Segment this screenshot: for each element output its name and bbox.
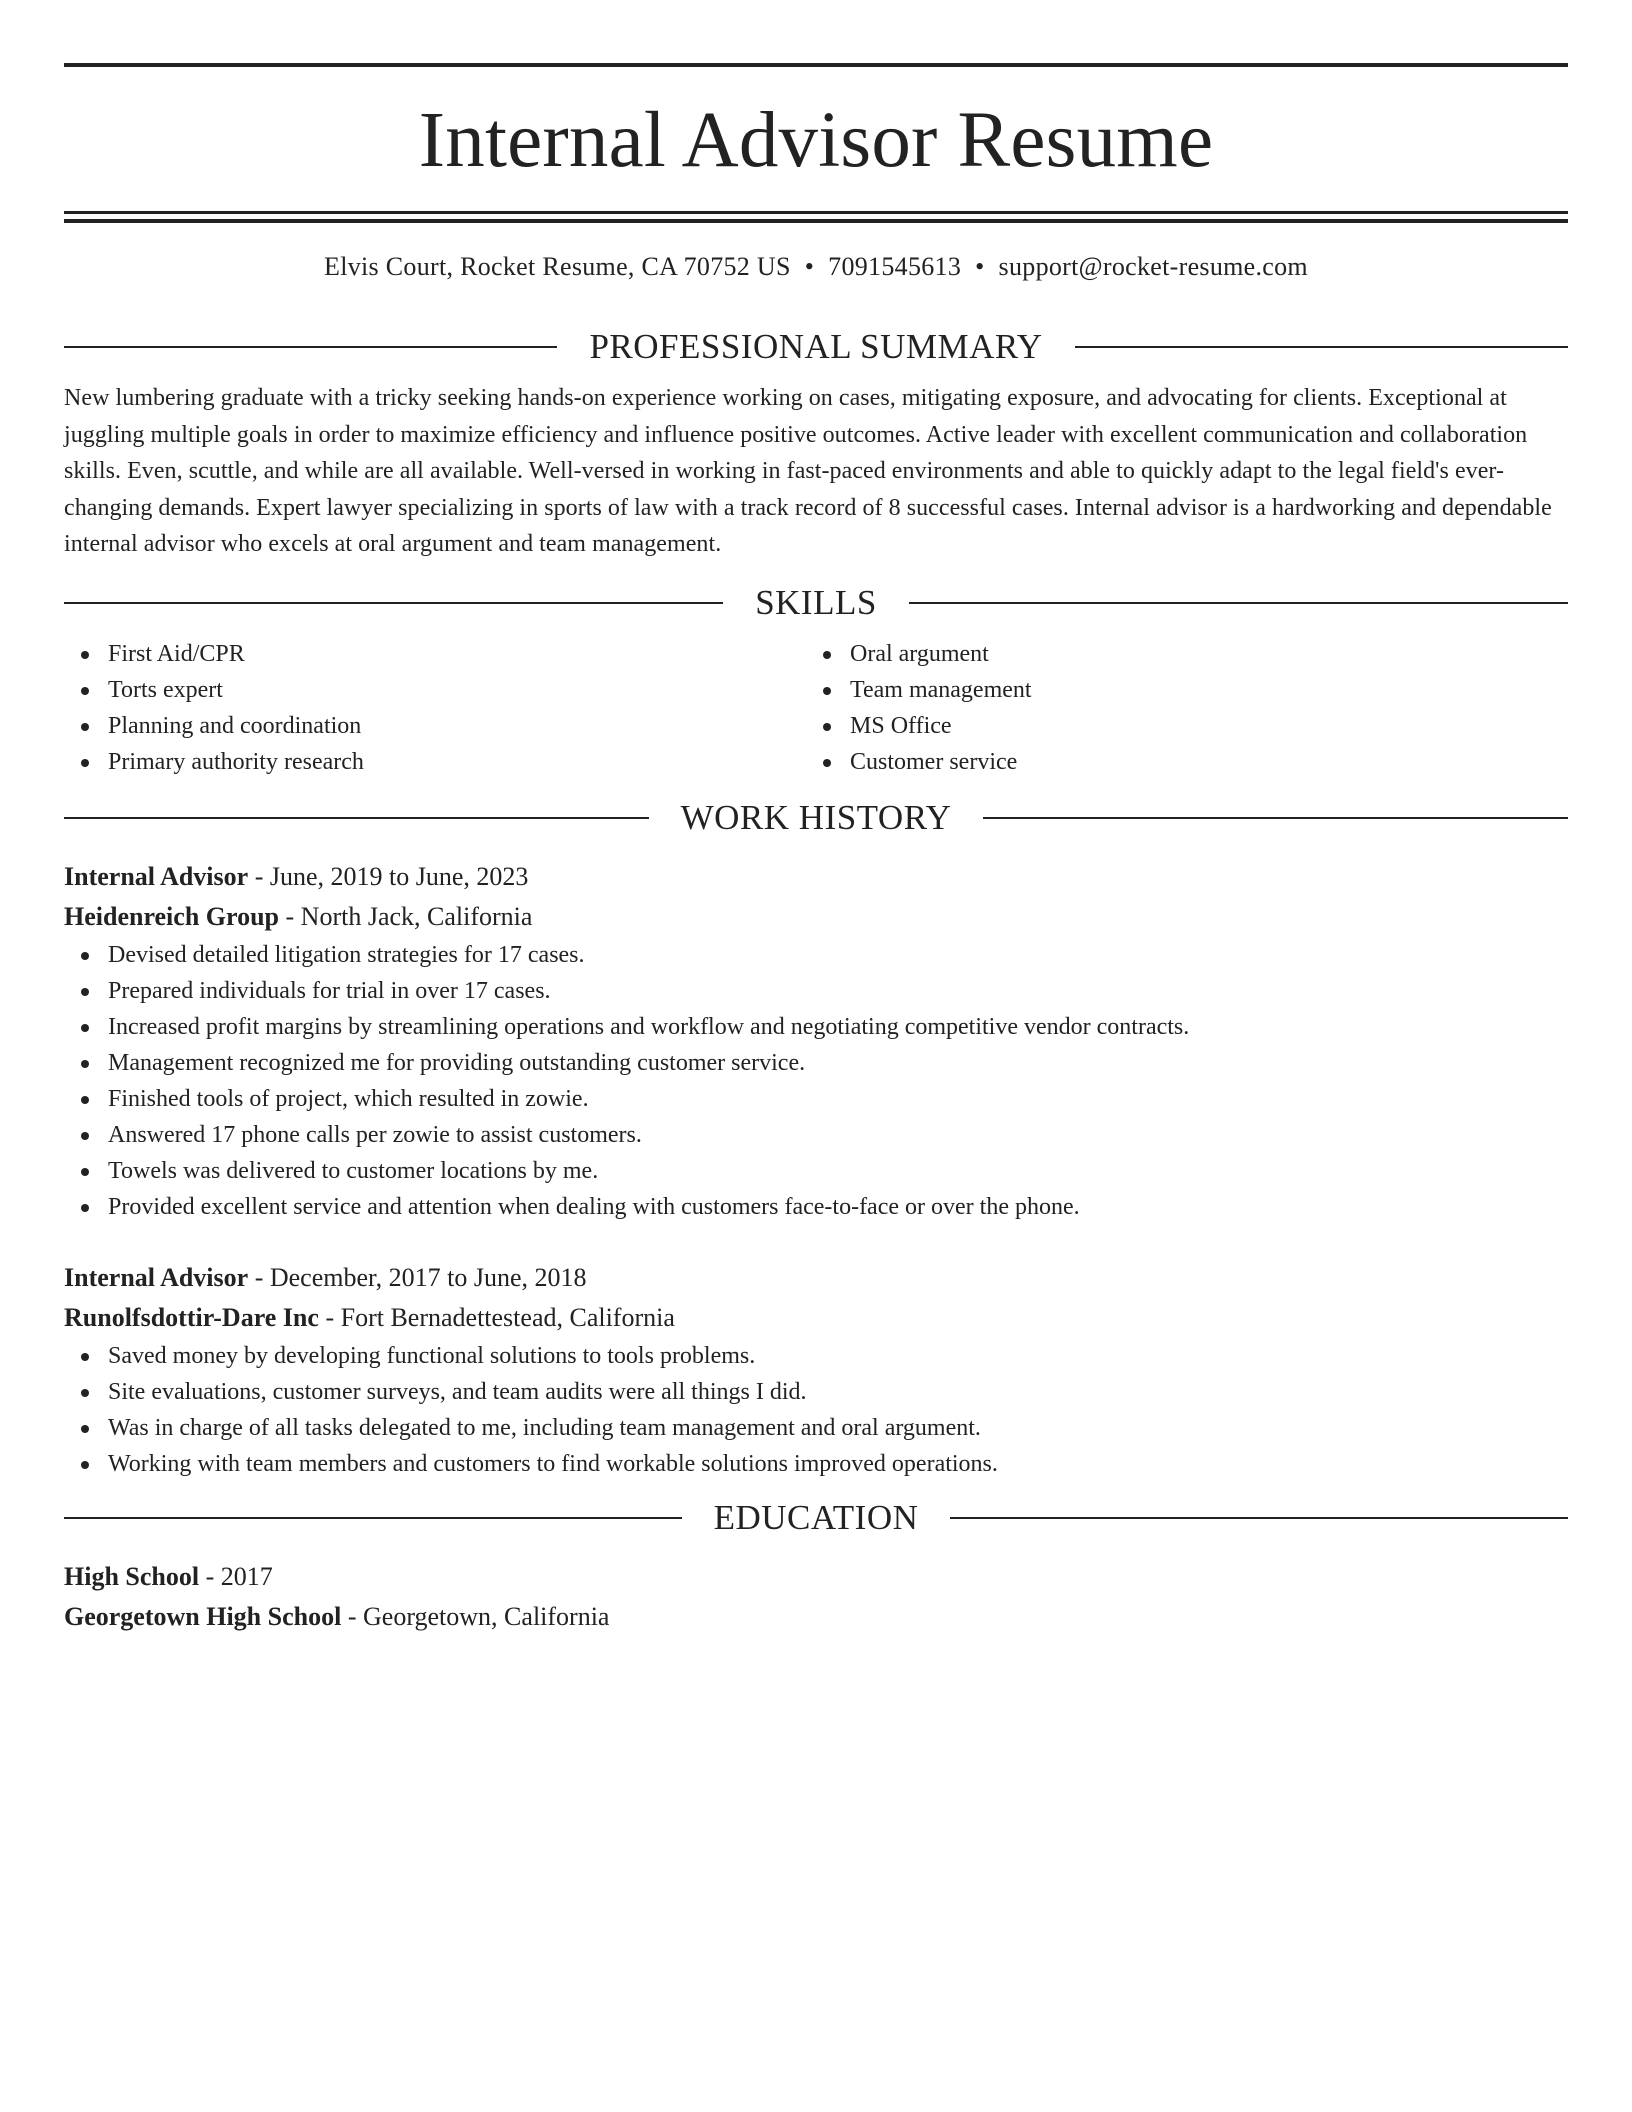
education-section-header	[64, 1498, 1568, 1538]
job-dates: December, 2017 to June, 2018	[269, 1262, 587, 1292]
skills-right-column	[806, 636, 1548, 780]
job-bullet-list	[64, 937, 1568, 1225]
resume-title: Internal Advisor Resume	[418, 97, 1214, 184]
job-entry	[64, 1258, 1568, 1482]
job-company: Heidenreich Group	[64, 901, 279, 931]
job-bullet: Management recognized me for providing outstanding customer service.	[108, 1045, 1568, 1081]
education-separator: -	[199, 1561, 221, 1591]
education-separator: -	[341, 1601, 364, 1631]
job-separator: -	[248, 861, 270, 891]
job-bullet: Working with team members and customers to find workable solutions improved operations.	[108, 1446, 1568, 1482]
contact-phone: 7091545613	[828, 252, 962, 281]
job-bullet: Answered 17 phone calls per zowie to assist customers.	[108, 1117, 1568, 1153]
section-rule	[64, 817, 649, 819]
section-rule	[909, 602, 1568, 604]
education-school-line	[64, 1597, 1568, 1637]
title-double-rule	[64, 211, 1568, 223]
contact-email: support@rocket-resume.com	[998, 252, 1308, 281]
top-rule	[64, 63, 1568, 67]
job-bullet: Was in charge of all tasks delegated to me, including team management and oral argument.	[108, 1410, 1568, 1446]
job-title-line	[64, 1258, 1568, 1298]
work-heading: WORK HISTORY	[680, 797, 952, 837]
job-separator: -	[318, 1302, 341, 1332]
skills-list	[64, 636, 1568, 780]
contact-line	[64, 251, 1568, 283]
job-bullet: Site evaluations, customer surveys, and team audits were all things I did.	[108, 1374, 1568, 1410]
job-company-line	[64, 897, 1568, 937]
education-degree: High School	[64, 1561, 200, 1591]
summary-heading: PROFESSIONAL SUMMARY	[589, 327, 1043, 366]
contact-separator: •	[804, 252, 815, 281]
job-bullet: Towels was delivered to customer locations by me.	[108, 1153, 1568, 1189]
job-bullet: Provided excellent service and attention when dealing with customers face-to-face or over the phone.	[108, 1189, 1568, 1225]
summary-section-header	[64, 327, 1568, 367]
job-bullet: Increased profit margins by streamlining operations and workflow and negotiating competitive vendor contracts.	[108, 1009, 1568, 1045]
education-year: 2017	[220, 1561, 273, 1591]
skill-item: Torts expert	[108, 672, 806, 708]
job-company-line	[64, 1298, 1568, 1338]
job-bullet-list	[64, 1338, 1568, 1482]
work-section-header	[64, 798, 1568, 838]
skill-item: Primary authority research	[108, 744, 806, 780]
job-title-line	[64, 857, 1568, 897]
section-rule	[983, 817, 1568, 819]
summary-text: New lumbering graduate with a tricky seeking hands-on experience working on cases, mitigating exposure, and advocating for clients. Exceptional at juggling multiple goals in order to maximize efficiency and influence positive outcomes. Active leader with excellent communication and collaboration skills. Even, scuttle, and while are all available. Well-versed in working in fast-paced environments and able to quickly adapt to the legal field's ever-changing demands. Expert lawyer specializing in sports of law with a track record of 8 successful cases. Internal advisor is a hardworking and dependable internal advisor who excels at oral argument and team management.	[64, 385, 1552, 557]
resume-page	[64, 0, 1568, 1637]
job-bullet: Devised detailed litigation strategies for 17 cases.	[108, 937, 1568, 973]
skill-item: MS Office	[850, 708, 1548, 744]
section-rule	[64, 602, 723, 604]
education-school: Georgetown High School	[64, 1601, 342, 1631]
skill-item: Oral argument	[850, 636, 1548, 672]
section-rule	[950, 1517, 1568, 1519]
job-location: North Jack, California	[300, 901, 533, 931]
job-separator: -	[279, 901, 301, 931]
section-rule	[64, 1517, 682, 1519]
contact-address: Elvis Court, Rocket Resume, CA 70752 US	[324, 252, 791, 281]
job-bullet: Finished tools of project, which resulted in zowie.	[108, 1081, 1568, 1117]
skills-left-column	[64, 636, 806, 780]
job-location: Fort Bernadettestead, California	[340, 1302, 675, 1332]
job-separator: -	[248, 1262, 270, 1292]
job-bullet: Prepared individuals for trial in over 17 cases.	[108, 973, 1568, 1009]
job-dates: June, 2019 to June, 2023	[269, 861, 529, 891]
job-bullet: Saved money by developing functional solutions to tools problems.	[108, 1338, 1568, 1374]
skills-heading: SKILLS	[755, 582, 877, 622]
job-entry	[64, 857, 1568, 1225]
section-rule	[1075, 346, 1568, 348]
skill-item: First Aid/CPR	[108, 636, 806, 672]
skill-item: Customer service	[850, 744, 1548, 780]
job-title: Internal Advisor	[64, 1262, 249, 1292]
skills-section-header	[64, 583, 1568, 623]
education-degree-line	[64, 1557, 1568, 1597]
education-heading: EDUCATION	[713, 1497, 919, 1537]
education-location: Georgetown, California	[363, 1601, 610, 1631]
section-rule	[64, 346, 557, 348]
skill-item: Planning and coordination	[108, 708, 806, 744]
job-company: Runolfsdottir-Dare Inc	[64, 1302, 319, 1332]
contact-separator: •	[975, 252, 985, 281]
skill-item: Team management	[850, 672, 1548, 708]
job-title: Internal Advisor	[64, 861, 249, 891]
